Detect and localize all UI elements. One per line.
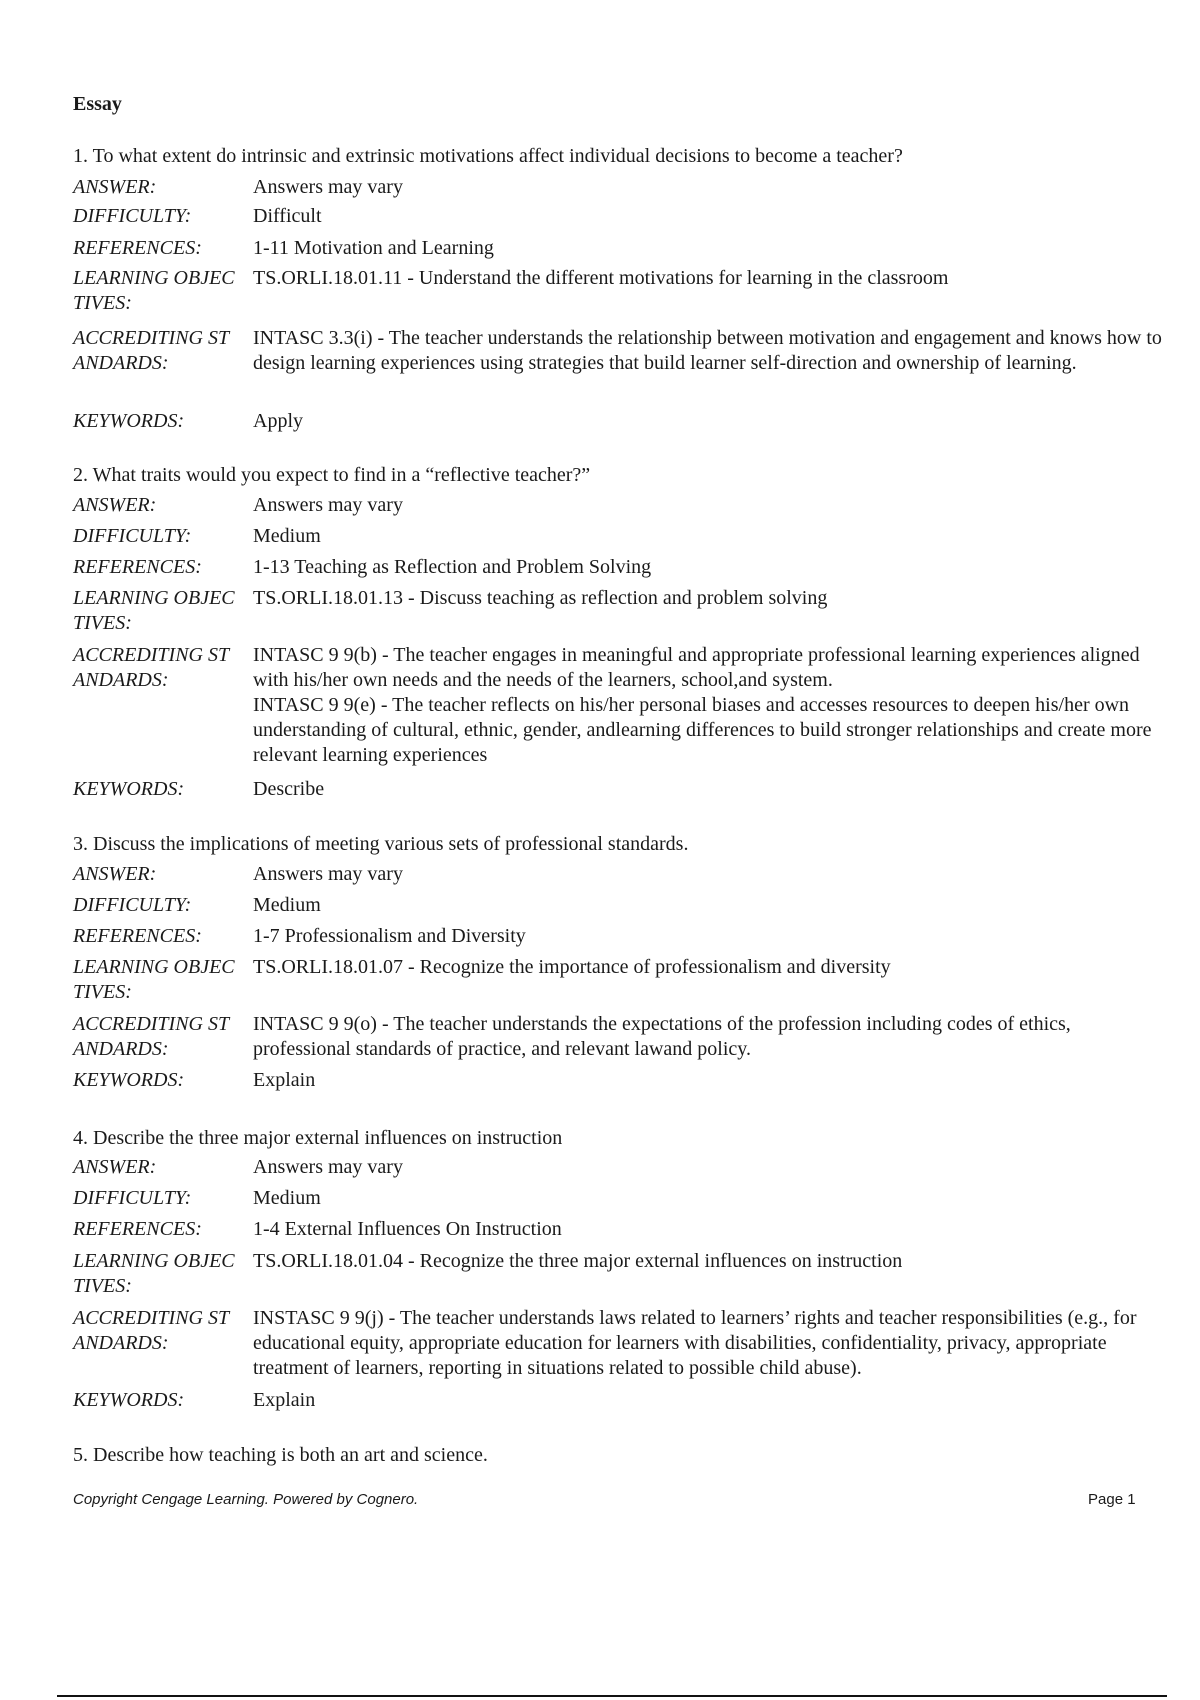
- difficulty-label: DIFFICULTY:: [73, 1187, 192, 1209]
- objectives-row: [73, 266, 1163, 314]
- references-label: REFERENCES:: [73, 925, 202, 947]
- standards-label: ACCREDITING ST ANDARDS:: [73, 1013, 230, 1060]
- answer-label: ANSWER:: [73, 494, 157, 516]
- references-label: REFERENCES:: [73, 1218, 202, 1240]
- standards-label: ACCREDITING ST ANDARDS:: [73, 644, 230, 691]
- difficulty-row: [73, 893, 1163, 918]
- standards-value: INTASC 9 9(o) - The teacher understands the expectations of the profession including codes of ethics, professional standards of practice, and relevant lawand policy.: [253, 1013, 1071, 1060]
- answer-value: Answers may vary: [253, 863, 403, 885]
- keywords-row: [73, 1068, 1163, 1093]
- objectives-value: TS.ORLI.18.01.04 - Recognize the three major external influences on instruction: [253, 1250, 903, 1272]
- objectives-value: TS.ORLI.18.01.07 - Recognize the importance of professionalism and diversity: [253, 956, 891, 978]
- question-text: 5. Describe how teaching is both an art and science.: [73, 1444, 488, 1466]
- question-text: 4. Describe the three major external influences on instruction: [73, 1127, 563, 1149]
- answer-row: [73, 175, 1163, 200]
- page-number: Page 1: [1088, 1491, 1136, 1508]
- objectives-value: TS.ORLI.18.01.13 - Discuss teaching as reflection and problem solving: [253, 587, 828, 609]
- keywords-label: KEYWORDS:: [73, 410, 185, 432]
- keywords-value: Explain: [253, 1069, 316, 1091]
- objectives-label: LEARNING OBJEC TIVES:: [73, 587, 235, 634]
- references-label: REFERENCES:: [73, 556, 202, 578]
- objectives-row: [73, 955, 1163, 1003]
- objectives-row: [73, 586, 1163, 634]
- difficulty-value: Medium: [253, 1187, 321, 1209]
- standards-row: [73, 643, 1163, 693]
- keywords-label: KEYWORDS:: [73, 1389, 185, 1411]
- standards-value-2: INTASC 9 9(e) - The teacher reflects on his/her personal biases and accesses resources to deepen his/her own understanding of cultural, ethnic, gender, andlearning differences to build stronger relationships and create more relevant learning experiences: [253, 694, 1152, 766]
- answer-row: [73, 1155, 1163, 1180]
- standards-continued-row: [73, 693, 1163, 768]
- standards-row: [73, 1012, 1163, 1062]
- difficulty-value: Medium: [253, 525, 321, 547]
- standards-row: [73, 1306, 1163, 1381]
- references-value: 1-4 External Influences On Instruction: [253, 1218, 562, 1240]
- answer-label: ANSWER:: [73, 176, 157, 198]
- keywords-row: [73, 409, 1163, 434]
- keywords-row: [73, 777, 1163, 802]
- references-row: [73, 555, 1163, 580]
- standards-label: ACCREDITING ST ANDARDS:: [73, 1307, 230, 1354]
- question-text: 2. What traits would you expect to find in a “reflective teacher?”: [73, 464, 591, 486]
- references-value: 1-7 Professionalism and Diversity: [253, 925, 526, 947]
- standards-label: ACCREDITING ST ANDARDS:: [73, 327, 230, 374]
- answer-label: ANSWER:: [73, 1156, 157, 1178]
- objectives-label: LEARNING OBJEC TIVES:: [73, 1250, 235, 1297]
- standards-row: [73, 326, 1163, 376]
- standards-value: INTASC 3.3(i) - The teacher understands the relationship between motivation and engagement and knows how to design learning experiences using strategies that build learner self-direction and ownership of learning.: [253, 327, 1162, 374]
- references-row: [73, 1217, 1163, 1242]
- difficulty-label: DIFFICULTY:: [73, 525, 192, 547]
- references-value: 1-13 Teaching as Reflection and Problem Solving: [253, 556, 652, 578]
- references-row: [73, 236, 1163, 261]
- objectives-label: LEARNING OBJEC TIVES:: [73, 956, 235, 1003]
- objectives-label: LEARNING OBJEC TIVES:: [73, 267, 235, 314]
- answer-value: Answers may vary: [253, 176, 403, 198]
- keywords-label: KEYWORDS:: [73, 778, 185, 800]
- keywords-label: KEYWORDS:: [73, 1069, 185, 1091]
- references-value: 1-11 Motivation and Learning: [253, 237, 494, 259]
- references-row: [73, 924, 1163, 949]
- difficulty-label: DIFFICULTY:: [73, 894, 192, 916]
- keywords-row: [73, 1388, 1163, 1413]
- keywords-value: Describe: [253, 778, 325, 800]
- answer-value: Answers may vary: [253, 494, 403, 516]
- difficulty-value: Medium: [253, 894, 321, 916]
- answer-label: ANSWER:: [73, 863, 157, 885]
- question-text: 3. Discuss the implications of meeting various sets of professional standards.: [73, 833, 689, 855]
- difficulty-row: [73, 1186, 1163, 1211]
- objectives-value: TS.ORLI.18.01.11 - Understand the different motivations for learning in the classroom: [253, 267, 949, 289]
- difficulty-row: [73, 204, 1163, 229]
- objectives-row: [73, 1249, 1163, 1297]
- difficulty-label: DIFFICULTY:: [73, 205, 192, 227]
- answer-row: [73, 862, 1163, 887]
- question-text: 1. To what extent do intrinsic and extrinsic motivations affect individual decisions to become a teacher?: [73, 145, 903, 167]
- answer-row: [73, 493, 1163, 518]
- bottom-divider: [57, 1695, 1167, 1697]
- keywords-value: Explain: [253, 1389, 316, 1411]
- footer-copyright: Copyright Cengage Learning. Powered by Cognero.: [73, 1491, 419, 1508]
- answer-value: Answers may vary: [253, 1156, 403, 1178]
- standards-value: INSTASC 9 9(j) - The teacher understands laws related to learners’ rights and teacher responsibilities (e.g., for educational equity, appropriate education for learners with disabilities, confidentiality, privacy, appropriate treatment of learners, reporting in situations related to possible child abuse).: [253, 1307, 1137, 1379]
- standards-value: INTASC 9 9(b) - The teacher engages in meaningful and appropriate professional learning experiences aligned with his/her own needs and the needs of the learners, school,and system.: [253, 644, 1140, 691]
- references-label: REFERENCES:: [73, 237, 202, 259]
- keywords-value: Apply: [253, 410, 303, 432]
- section-heading: Essay: [73, 93, 122, 115]
- difficulty-value: Difficult: [253, 205, 322, 227]
- difficulty-row: [73, 524, 1163, 549]
